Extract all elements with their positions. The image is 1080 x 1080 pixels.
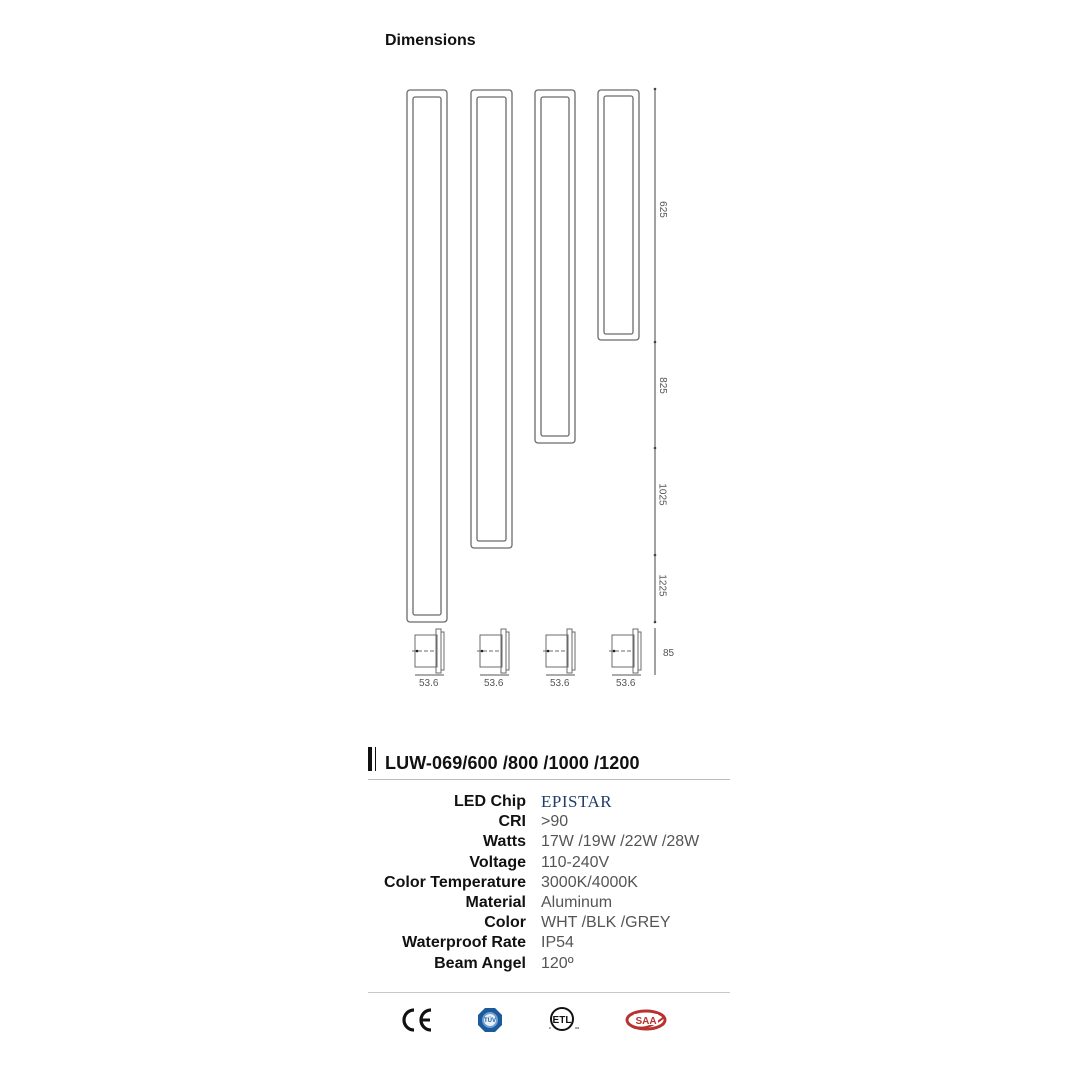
spec-label: CRI: [498, 813, 526, 831]
spec-row-voltage: [368, 853, 730, 873]
width-dim-1: 53.6: [419, 678, 439, 689]
spec-label: Material: [465, 894, 526, 912]
product-header: [368, 745, 730, 780]
width-dim-4: 53.6: [616, 678, 636, 689]
heading-bar-icon: [368, 747, 372, 771]
svg-text:c: c: [549, 1025, 551, 1030]
length-dim-625: 625: [656, 201, 668, 218]
section-title: Dimensions: [385, 32, 476, 49]
spec-label: Waterproof Rate: [402, 934, 526, 952]
length-dim-1025: 1025: [656, 483, 668, 506]
spec-row-color: [368, 913, 730, 933]
spec-label: Color Temperature: [384, 873, 526, 891]
epistar-logo: EPISTAR: [541, 792, 613, 812]
spec-label: Color: [484, 914, 526, 932]
spec-row-beam-angle: [368, 954, 730, 974]
spec-value: 110-240V: [541, 853, 610, 871]
spec-row-watts: [368, 832, 730, 852]
product-title: LUW-069/600 /800 /1000 /1200: [385, 753, 640, 773]
spec-table: [368, 792, 730, 974]
spec-value: 120º: [541, 954, 574, 972]
etl-mark-icon: [543, 1000, 585, 1040]
spec-value: 3000K/4000K: [541, 873, 638, 891]
spec-row-led-chip: [368, 792, 730, 812]
tuv-mark-icon: [476, 1000, 504, 1040]
certification-logos: [368, 1000, 730, 1040]
fixture-1000-front-view: [471, 90, 512, 548]
length-dim-1225: 1225: [656, 574, 668, 597]
spec-label: Beam Angel: [434, 954, 526, 972]
spec-label: Voltage: [469, 853, 526, 871]
width-dim-2: 53.6: [484, 678, 504, 689]
spec-row-color-temperature: [368, 873, 730, 893]
spec-value: WHT /BLK /GREY: [541, 914, 671, 932]
ce-mark-icon: [398, 1000, 436, 1040]
spec-value: Aluminum: [541, 894, 613, 912]
spec-value: 17W /19W /22W /28W: [541, 833, 700, 851]
spec-value: IP54: [541, 934, 574, 952]
svg-text:us: us: [575, 1025, 580, 1030]
spec-row-waterproof-rate: [368, 933, 730, 953]
svg-text:ETL: ETL: [552, 1015, 572, 1026]
svg-text:TÜV: TÜV: [484, 1018, 496, 1024]
spec-label: LED Chip: [454, 793, 526, 811]
svg-text:SAA: SAA: [635, 1016, 657, 1027]
spec-value: >90: [541, 813, 569, 831]
depth-dim: 85: [663, 648, 675, 659]
length-dim-825: 825: [656, 377, 668, 394]
spec-row-material: [368, 893, 730, 913]
divider: [368, 992, 730, 993]
spec-row-cri: [368, 812, 730, 832]
spec-label: Watts: [483, 833, 526, 851]
saa-mark-icon: [623, 1000, 669, 1040]
fixture-1200-front-view: [407, 90, 447, 622]
fixture-800-front-view: [535, 90, 575, 443]
fixture-600-front-view: [598, 90, 639, 340]
width-dim-3: 53.6: [550, 678, 570, 689]
heading-bar-thin-icon: [375, 747, 376, 771]
